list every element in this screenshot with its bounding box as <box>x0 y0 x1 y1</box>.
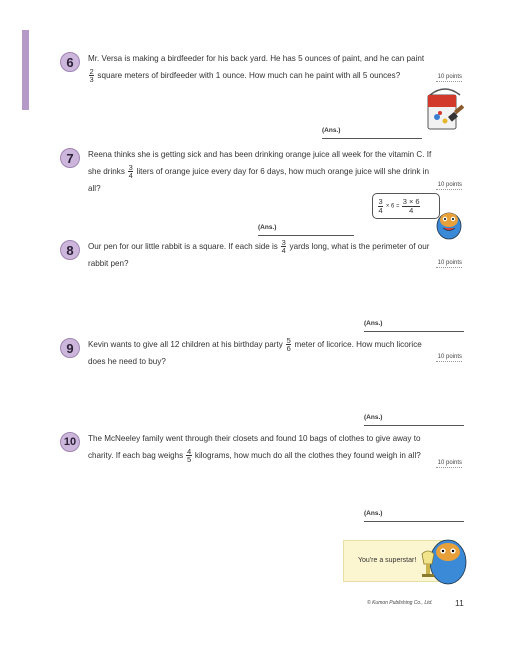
fraction: $\frac{5}{6}$ <box>286 335 291 354</box>
hint-bubble: $\frac{3}{4}$ × 6 = $\frac{3 \times 6}{4}$ <box>372 193 440 219</box>
problem-number: 6 <box>60 52 80 72</box>
problem-number: 7 <box>60 148 80 168</box>
superstar-banner: You're a superstar! <box>343 540 455 582</box>
problem-number: 10 <box>60 432 80 452</box>
problem-text: Kevin wants to give all 12 children at his birthday party $\frac{5}{6}$ meter of licorice. How much licorice does he need to buy? <box>88 335 422 366</box>
problem-text: Reena thinks she is getting sick and has been drinking orange juice all week for the vitamin C. If she drinks $\frac{3}{4}$ liters of orange juice every day for 6 days, how much orange juice will she drink in all? <box>88 150 432 193</box>
fraction: $\frac{3 \times 6}{4}$ <box>402 197 420 215</box>
monster-trophy-icon <box>418 528 470 588</box>
fraction: $\frac{3}{4}$ <box>128 162 133 181</box>
points-label: 10 points <box>437 182 462 188</box>
answer-line-10[interactable]: (Ans.) <box>364 510 464 522</box>
paint-can-icon <box>424 85 466 135</box>
points-label: 10 points <box>437 74 462 80</box>
fraction: $\frac{4}{5}$ <box>186 446 192 465</box>
problem-text: The McNeeley family went through their closets and found 10 bags of clothes to give away to charity. If each bag weighs $\frac{4}{5}$ kilograms, how much do all the clothes they found weigh in all? <box>88 434 421 465</box>
points-label: 10 points <box>437 460 462 466</box>
answer-line-7[interactable]: (Ans.) <box>258 224 354 236</box>
answer-line-8[interactable]: (Ans.) <box>364 320 464 332</box>
points-label: 10 points <box>437 260 462 266</box>
fraction: $\frac{3}{4}$ <box>281 237 286 256</box>
monster-mascot-icon <box>434 206 464 240</box>
answer-line-9[interactable]: (Ans.) <box>364 414 464 426</box>
fraction: $\frac{3}{4}$ <box>378 197 383 215</box>
side-accent-bar <box>22 30 29 110</box>
problem-number: 8 <box>60 240 80 260</box>
problem-number: 9 <box>60 338 80 358</box>
problem-text: Our pen for our little rabbit is a square. If each side is $\frac{3}{4}$ yards long, what is the perimeter of our rabbit pen? <box>88 237 430 268</box>
copyright-text: © Kumon Publishing Co., Ltd. <box>367 600 433 606</box>
problem-text: Mr. Versa is making a birdfeeder for his back yard. He has 5 ounces of paint, and he can paint $\frac{2}{3}$ square meters of birdfeeder with 1 ounce. How much can he paint with all 5 ounces? <box>88 54 425 85</box>
points-label: 10 points <box>437 354 462 360</box>
page-number: 11 <box>455 598 464 608</box>
answer-line-6[interactable]: (Ans.) <box>322 127 422 139</box>
fraction: $\frac{2}{3}$ <box>89 66 94 85</box>
